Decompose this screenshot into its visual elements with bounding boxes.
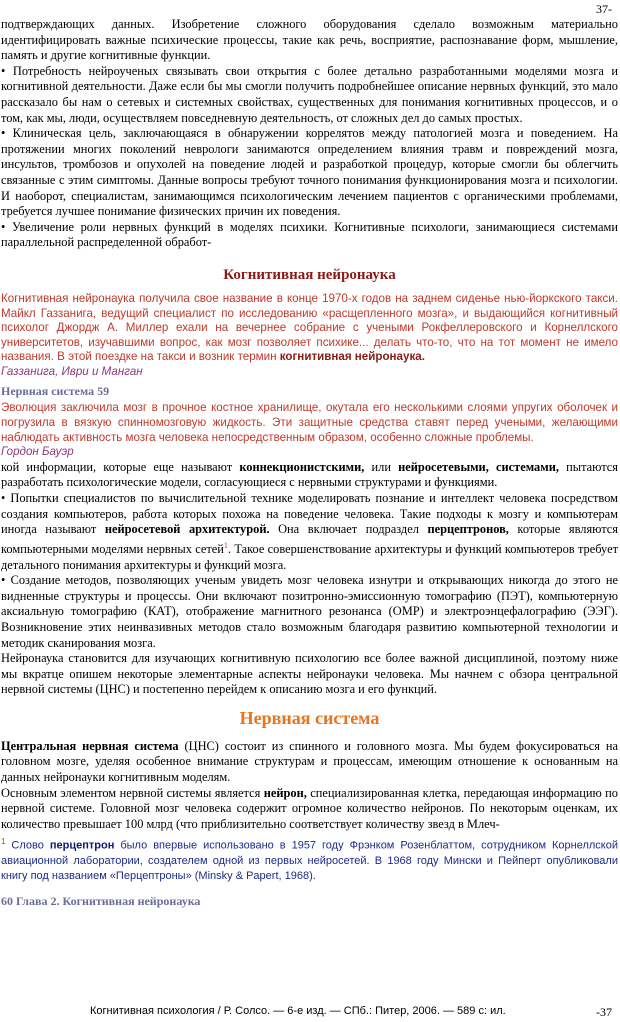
epigraph-quote-2 — [1, 401, 618, 459]
paragraph: кой информации, которые еще называют коннекционистскими, или нейросетевыми, системами, пытаются разработать психологические модели, согласующиеся с нервными структурами и функциями. — [1, 459, 618, 490]
margin-page-label: 60 Глава 2. Когнитивная нейронаука — [1, 894, 201, 909]
paragraph: Основным элементом нервной системы является нейрон, специализированная клетка, передающая информацию по нервной системе. Головной мозг человека содержит огромное количество нейронов. По некоторым оценкам, их количество превышает 100 млрд (что приблизительно соответствует количеству звезд в Млеч- — [1, 785, 618, 831]
quote-text: Когнитивная нейронаука получила свое название в конце 1970-х годов на заднем сиденье нью-йоркского такси. Майкл Газзанига, ведущий специалист по исследованию «расщепленного мозга», и выдающийся когнитивный психолог Джордж А. Миллер ехали на вечернее собрание с учеными Рокфеллеровского и Корнеллского университетов, изучавшими вопрос, как мозг позволяет психике... делать что-то, что на тот момент не имело названия. В этой поездке на такси и возник термин когнитивная нейронаука. — [1, 291, 618, 364]
chapter-heading: Нервная система — [239, 707, 380, 728]
footnote-mark: 1 — [1, 837, 6, 847]
footnote-reference[interactable]: 1 — [223, 540, 228, 550]
bullet-paragraph: • Клиническая цель, заключающаяся в обнаружении коррелятов между патологией мозга и поведением. На протяжении многих поколений неврологи занимаются определением влияния травм и повреждений мозга, инсультов, тромбозов и опухолей на поведение людей и разработкой процедур, которые смогли бы облегчить связанные с этим симптомы. Данные вопросы требуют точного понимания функционирования мозга и психологии. И наоборот, специалистам, занимающимся психологическим лечением пациентов с органическими проблемами, требуется лучшее понимание физических причин их поведения. — [1, 126, 618, 219]
bullet-paragraph: • Увеличение роли нервных функций в моделях психики. Когнитивные психологи, занимающиеся системами параллельной распределенной обработ- — [1, 219, 618, 250]
citation-footer: Когнитивная психология / Р. Солсо. — 6-е изд. — СПб.: Питер, 2006. — 589 с: ил. — [90, 1005, 506, 1017]
epigraph-quote-1 — [1, 292, 618, 380]
bullet-paragraph: • Создание методов, позволяющих ученым увидеть мозг человека изнутри и открывающих никогда до этого не видненные структуры и процессы. Они включают позитронно-эмиссионную томографию (ПЭТ), компьютерную аксиальную томографию (КАТ), отображение магнитного резонанса (ОМР) и электроэнцефалографию (ЭЭГ). Возникновение этих неинвазивных методов стало возможным благодаря развитию компьютерной технологии и методик сканирования мозга. — [1, 573, 618, 650]
page-number-bottom: -37 — [596, 1005, 612, 1019]
document-content — [1, 17, 618, 911]
quote-author: Газзанига, Иври и Манган — [1, 364, 143, 378]
bullet-paragraph: • Потребность нейроученых связывать свои открытия с более детально разработанными моделями мозга и когнитивной деятельности. Даже если бы мы смогли получить подробнейшее описание нервных функций, это мало рассказало бы нам о сетевых и системных свойствах, существенных для понимания когнитивных процессов, и о том, как мы, люди, осуществляем повседневную деятельность, от сложных дел до самых простых. — [1, 63, 618, 125]
page-number-top: 37- — [596, 2, 612, 16]
paragraph: подтверждающих данных. Изобретение сложного оборудования сделало возможным материально идентифицировать важные психические процессы, такие как речь, восприятие, распознавание форм, мышление, память и другие когнитивные функции. — [1, 17, 618, 63]
bullet-paragraph: • Попытки специалистов по вычислительной технике моделировать познание и интеллект человека посредством создания компьютеров, работа которых похожа на поведение человека. Такие подходы к мозгу и компьютерам иногда называют нейросетевой архитектурой. Она включает подраздел перцептронов, которые являются компьютерными моделями нервных сетей$^1$. Такое совершенствование архитектуры и функций компьютеров требует детального понимания архитектуры и функций мозга. — [1, 491, 618, 572]
quote-author: Гордон Бауэр — [1, 445, 74, 459]
footnote: $^1$ Слово перцептрон было впервые использовано в 1957 году Фрэнком Розенблаттом, сотрудником Корнеллской авиационной лаборатории, создателем одной из первых нейросетей. В 1968 году Мински и Пейперт опубликовали книгу под названием «Перцептроны» (Minsky & Papert, 1968). — [1, 837, 618, 883]
section-heading: Когнитивная нейронаука — [223, 266, 396, 283]
paragraph: Нейронаука становится для изучающих когнитивную психологию все более важной дисциплиной, поэтому ниже мы вкратце опишем некоторые элементарные аспекты нейронауки человека. Мы начнем с обзора центральной нервной системы (ЦНС) и постепенно перейдем к описанию мозга и его функций. — [1, 651, 618, 697]
margin-page-label: Нервная система 59 — [1, 384, 110, 399]
paragraph: Центральная нервная система (ЦНС) состоит из спинного и головного мозга. Мы будем фокусироваться на головном мозге, уделяя особенное внимание структурам и процессам, имеющим отношение к основанным на данных нейронауки когнитивным моделям. — [1, 738, 618, 785]
quote-text: Эволюция заключила мозг в прочное костное хранилище, окутала его несколькими слоями упругих оболочек и погрузила в вязкую спинномозговую жидкость. Эти защитные средства ставят перед учеными, желающими наблюдать активность мозга человека непосредственным образом, особенно сложные проблемы. — [1, 401, 618, 444]
